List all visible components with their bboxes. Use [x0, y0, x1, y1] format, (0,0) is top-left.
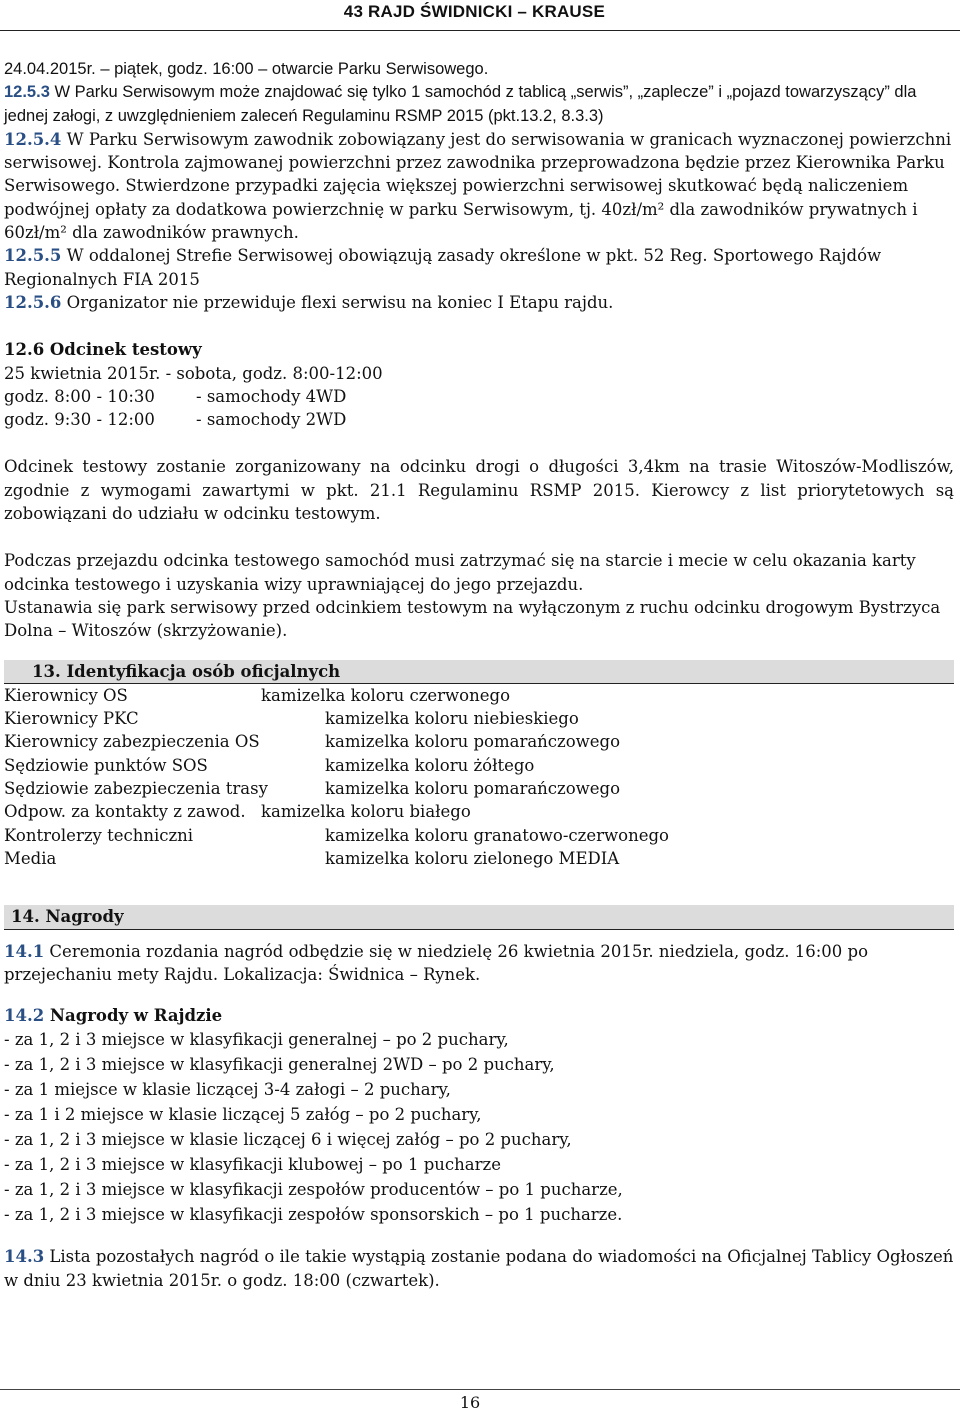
section-14-3 [4, 1245, 954, 1292]
section-text: Organizator nie przewiduje flexi serwisu na koniec I Etapu rajdu. [61, 292, 614, 312]
section-number: 12.5.5 [4, 246, 62, 266]
section-text: Lista pozostałych nagród o ile takie wystąpią zostanie podana do wiadomości na Oficjalnej Tablicy Ogłoszeń w dniu 23 kwietnia 2015r. o godz. 18:00 (czwartek). [4, 1247, 954, 1290]
document-body [4, 58, 954, 1292]
vest-color: kamizelka koloru czerwonego [261, 685, 511, 705]
section-text: W Parku Serwisowym zawodnik zobowiązany jest do serwisowania w granicach wyznaczonej powierzchni serwisowej. Kontrola zajmowanej powierzchni przez zawodnika przeprowadzona będzie przez Kierownika Parku Serwisowego. Stwierdzone przypadki zajęcia większej powierzchni serwisowej skutkować będą naliczeniem podwójnej opłaty za dodatkowa powierzchnię w parku Serwisowym, tj. 40zł/m² dla zawodników prywatnych i 60zł/m² dla zawodników prawnych. [4, 129, 952, 243]
header-rule [0, 30, 960, 31]
prize-list [4, 1027, 954, 1227]
opening-paragraph: 24.04.2015r. – piątek, godz. 16:00 – otwarcie Parku Serwisowego. [4, 60, 489, 78]
prize-item: - za 1 miejsce w klasie liczącej 3-4 załogi – 2 puchary, [4, 1080, 451, 1100]
car-group: - samochody 4WD [196, 386, 347, 406]
official-row [4, 847, 954, 870]
vest-color: kamizelka koloru granatowo-czerwonego [325, 825, 669, 845]
section-14-heading: 14. Nagrody [4, 905, 954, 929]
section-number: 14.3 [4, 1247, 45, 1267]
section-12-5-3 [4, 81, 954, 128]
section-number: 12.5.3 [4, 83, 50, 102]
section-12-5-5 [4, 244, 954, 291]
page-number: 16 [459, 1393, 481, 1412]
official-role: Media [4, 848, 57, 868]
page-header [0, 0, 960, 28]
section-text: W oddalonej Strefie Serwisowej obowiązują zasady określone w pkt. 52 Reg. Sportowego Rajdów Regionalnych FIA 2015 [4, 246, 882, 289]
prize-item: - za 1, 2 i 3 miejsce w klasyfikacji generalnej – po 2 puchary, [4, 1030, 509, 1050]
prize-item: - za 1, 2 i 3 miejsce w klasyfikacji generalnej 2WD – po 2 puchary, [4, 1055, 555, 1075]
car-group: - samochody 2WD [196, 410, 347, 430]
official-role: Sędziowie zabezpieczenia trasy [4, 779, 268, 799]
test-time-row [4, 385, 954, 408]
official-role: Odpow. za kontakty z zawod. [4, 802, 246, 822]
section-number: 12.5.6 [4, 292, 62, 312]
official-role: Kierownicy zabezpieczenia OS [4, 732, 260, 752]
official-row [4, 824, 954, 847]
official-row [4, 800, 954, 823]
section-12-5-4 [4, 128, 954, 244]
test-stage-paragraph-1: Odcinek testowy zostanie zorganizowany na odcinku drogi o długości 3,4km na trasie Witoszów-Modliszów, zgodnie z wymogami zawartymi w pkt. 21.1 Regulaminu RSMP 2015. Kierowcy z list priorytetowych są zobowiązani do udziału w odcinku testowym. [4, 457, 954, 524]
section-number: 14.1 [4, 941, 45, 961]
official-role: Kierownicy PKC [4, 709, 139, 729]
officials-identification-list [4, 684, 954, 870]
section-14-1 [4, 940, 954, 987]
test-stage-paragraph-3: Ustanawia się park serwisowy przed odcinkiem testowym na wyłączonym z ruchu odcinku drogowym Bystrzyca Dolna – Witoszów (skrzyżowanie). [4, 597, 941, 641]
test-time-row [4, 408, 954, 431]
section-number: 14.2 [4, 1006, 45, 1026]
prize-item: - za 1, 2 i 3 miejsce w klasyfikacji klubowej – po 1 pucharze [4, 1155, 501, 1175]
vest-color: kamizelka koloru pomarańczowego [325, 732, 621, 752]
official-row [4, 730, 954, 753]
section-text: W Parku Serwisowym może znajdować się tylko 1 samochód z tablicą „serwis”, „zaplecze” i „pojazd towarzyszący” dla jednej załogi, z uwzględnieniem zaleceń Regulaminu RSMP 2015 (pkt.13.2, 8.3.3) [4, 83, 917, 125]
section-12-5-6 [4, 291, 954, 314]
prize-item: - za 1, 2 i 3 miejsce w klasie liczącej 6 i więcej załóg – po 2 puchary, [4, 1130, 572, 1150]
official-row [4, 707, 954, 730]
official-role: Kierownicy OS [4, 685, 128, 705]
time-slot: godz. 9:30 - 12:00 [4, 410, 155, 430]
test-stage-paragraph-2: Podczas przejazdu odcinka testowego samochód musi zatrzymać się na starcie i mecie w celu okazania karty odcinka testowego i uzyskania wizy uprawniającej do jego przejazdu. [4, 551, 916, 594]
footer-rule [0, 1389, 960, 1390]
vest-color: kamizelka koloru zielonego MEDIA [325, 848, 620, 868]
section-13-heading: 13. Identyfikacja osób oficjalnych [4, 660, 954, 684]
vest-color: kamizelka koloru białego [261, 802, 471, 822]
vest-color: kamizelka koloru żółtego [325, 755, 535, 775]
official-row [4, 777, 954, 800]
official-role: Sędziowie punktów SOS [4, 755, 208, 775]
section-14-2-heading [4, 1004, 954, 1027]
prize-item: - za 1, 2 i 3 miejsce w klasyfikacji zespołów sponsorskich – po 1 pucharze. [4, 1205, 623, 1225]
test-stage-date: 25 kwietnia 2015r. - sobota, godz. 8:00-12:00 [4, 363, 383, 383]
prize-item: - za 1 i 2 miejsce w klasie liczącej 5 załóg – po 2 puchary, [4, 1105, 482, 1125]
vest-color: kamizelka koloru niebieskiego [325, 709, 579, 729]
time-slot: godz. 8:00 - 10:30 [4, 386, 155, 406]
document-title: 43 RAJD ŚWIDNICKI – KRAUSE [343, 2, 605, 21]
section-text: Ceremonia rozdania nagród odbędzie się w niedzielę 26 kwietnia 2015r. niedziela, godz. 16:00 po przejechaniu mety Rajdu. Lokalizacja: Świdnica – Rynek. [4, 941, 869, 984]
section-number: 12.5.4 [4, 129, 62, 149]
section-12-6-heading: 12.6 Odcinek testowy [4, 340, 202, 360]
section-title: Nagrody w Rajdzie [44, 1006, 223, 1026]
vest-color: kamizelka koloru pomarańczowego [325, 779, 621, 799]
official-row [4, 754, 954, 777]
prize-item: - za 1, 2 i 3 miejsce w klasyfikacji zespołów producentów – po 1 pucharze, [4, 1180, 623, 1200]
official-row [4, 684, 954, 707]
official-role: Kontrolerzy techniczni [4, 825, 194, 845]
